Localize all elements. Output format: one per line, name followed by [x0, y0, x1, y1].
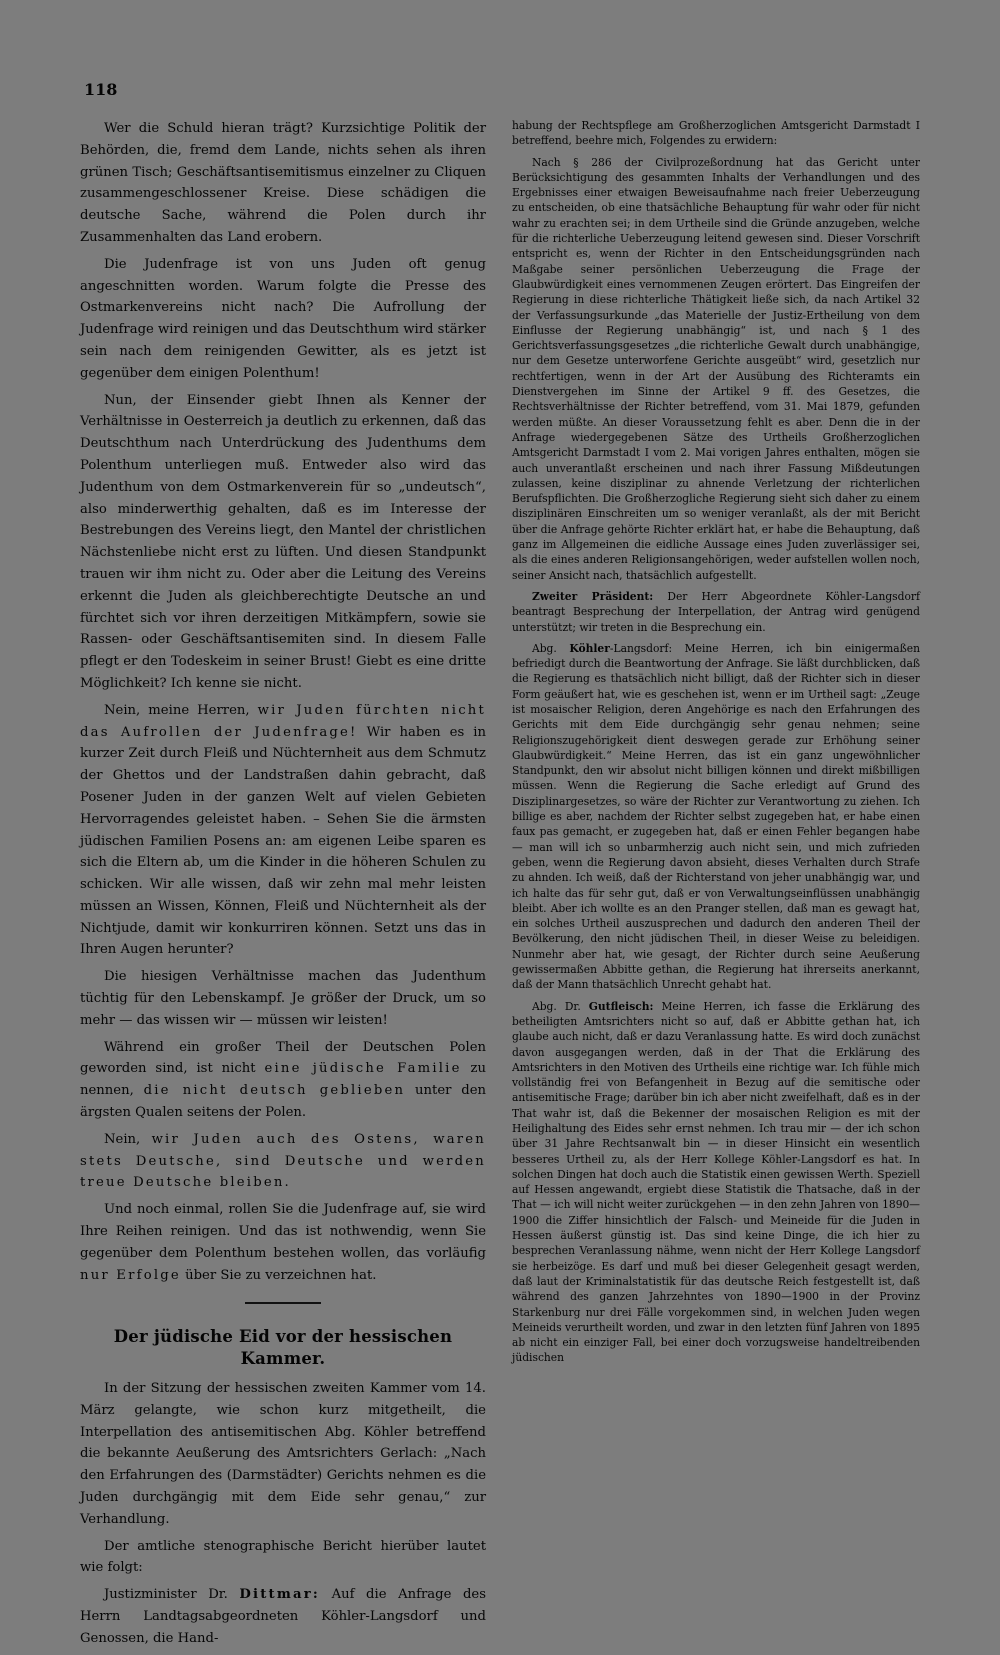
- text-run: Nein, meine Herren,: [104, 702, 250, 718]
- spaced-emphasis: die nicht deutsch geblieben: [143, 1083, 406, 1099]
- spaced-emphasis: wir Juden auch des Ostens, waren stets Deutsche, sind Deutsche und werden treue Deutsche bleiben.: [80, 1131, 486, 1191]
- left-column: [80, 118, 486, 1655]
- speaker-name: Köhler: [569, 641, 610, 655]
- section-divider: [245, 1302, 321, 1304]
- page-number: 118: [84, 80, 118, 99]
- right-column: [512, 118, 920, 1372]
- text-run: Und noch einmal, rollen Sie die Judenfrage auf, sie wird Ihre Reihen reinigen. Und das ist nothwendig, wenn Sie gegenüber dem Polenthum bestehen wollen, das vorläufig: [80, 1202, 486, 1261]
- text-run: Abg.: [532, 641, 557, 655]
- paragraph: Nun, der Einsender giebt Ihnen als Kenner der Verhältnisse in Oesterreich ja deutlich zu erkennen, daß das Deutschthum nach Unterdrückung des Judenthums dem Polenthum unterliegen muß. Entweder also wird das Judenthum von dem Ostmarkenverein für so „undeutsch“, also minderwerthig gehalten, daß es im Interesse der Bestrebungen des Vereins liegt, den Mantel der christlichen Nächstenliebe nicht erst zu lüften. Und diesen Standpunkt trauen wir ihm nicht zu. Oder aber die Leitung des Vereins erkennt die Juden als gleichberechtigte Deutsche an und fürchtet sich vor ihren derzeitigen Mitkämpfern, sowie sie Rassen- oder Geschäftsantisemiten sind. In diesem Falle pflegt er den Todeskeim in seiner Brust! Giebt es eine dritte Möglichkeit? Ich kenne sie nicht.: [80, 392, 486, 691]
- text-run: zu nennen,: [80, 1061, 486, 1099]
- paragraph: [512, 999, 920, 1366]
- paragraph: In der Sitzung der hessischen zweiten Kammer vom 14. März gelangte, wie schon kurz mitgetheilt, die Interpellation des antisemitischen Abg. Köhler betreffend die bekannte Aeußerung des Amtsrichters Gerlach: „Nach den Erfahrungen des (Darmstädter) Gerichts nehmen es die Juden durchgängig mit dem Eide sehr genau,“ zur Verhandlung.: [80, 1381, 486, 1527]
- speaker-name: Dittmar:: [239, 1587, 320, 1603]
- spaced-emphasis: eine jüdische Familie: [264, 1061, 462, 1077]
- paragraph: Wer die Schuld hieran trägt? Kurzsichtige Politik der Behörden, die, fremd dem Lande, nichts sehen als ihren grünen Tisch; Geschäftsantisemitismus einzelner zu Cliquen zusammengeschlossener Kreise. Diese schädigen die deutsche Sache, während die Polen durch ihr Zusammenhalten das Land erobern.: [80, 121, 486, 245]
- text-run: Justizminister Dr.: [104, 1587, 228, 1603]
- article-heading: Der jüdische Eid vor der hessischen Kammer.: [113, 1327, 453, 1369]
- text-run: Meine Herren, ich fasse die Erklärung des betheiligten Amtsrichters nicht so auf, daß er Abbitte gethan hat, ich glaube auch nicht, daß er dazu Veranlassung hatte. Es wird doch zunächst davon ausgegangen werden, daß in der That die Erklärung des Amtsrichters in den Motiven des Urtheils eine richtige war. Ich fühle mich vollständig frei von Befangenheit in Bezug auf die semitische oder antisemitische Frage; darüber bin ich aber nicht zweifelhaft, daß es in der That wahr ist, daß die Bekenner der mosaischen Religion es mit der Heilighaltung des Eides sehr ernst nehmen. Ich trau mir — der ich schon über 31 Jahre Rechtsanwalt bin — in dieser Hinsicht ein wesentlich besseres Urtheil zu, als der Herr Kollege Köhler-Langsdorf es hat. In solchen Dingen hat doch auch die Statistik einen gewissen Werth. Speziell auf Hessen angewandt, ergiebt diese Statistik die Thatsache, daß in der That — ich will nicht weiter zurückgehen — in den zehn Jahren von 1890—1900 die Ziffer hinsichtlich der Falsch- und Meineide für die Juden in Hessen äußerst günstig ist. Das sind keine Dinge, die ich hier zu besprechen Veranlassung nähme, wenn nicht der Herr Kollege Langsdorf sie herbeizöge. Es darf und muß bei dieser Gelegenheit gesagt werden, daß laut der Kriminalstatistik für das deutsche Reich festgestellt ist, daß während des ganzen Jahrzehntes von 1890—1900 in der Provinz Starkenburg nur drei Fälle vorgekommen sind, in welchen Juden wegen Meineids verurtheilt worden, und zwar in den letzten fünf Jahren von 1895 ab nicht ein einziger Fall, bei einer doch vorzugsweise handeltreibenden jüdischen: [512, 999, 920, 1365]
- text-run: Nein,: [104, 1131, 141, 1147]
- speaker-name: Zweiter Präsident:: [532, 589, 654, 603]
- text-run: Auf die Anfrage des Herrn Landtagsabgeordneten Köhler-Langsdorf und Genossen, die Hand-: [80, 1587, 486, 1646]
- text-run: Wir haben es in kurzer Zeit durch Fleiß und Nüchternheit aus dem Schmutz der Ghettos und der Landstraßen dahin gebracht, daß Posener Juden in der ganzen Welt auf vielen Gebieten Hervorragendes geleistet haben. – Sehen Sie die ärmsten jüdischen Familien Posens an: am eigenen Leibe sparen es sich die Eltern ab, um die Kinder in die höheren Schulen zu schicken. Wir alle wissen, daß wir zehn mal mehr leisten müssen an Wissen, Können, Fleiß und Nüchternheit als der Nichtjude, damit wir konkurriren können. Setzt uns das in Ihren Augen herunter?: [80, 724, 486, 958]
- paragraph: [80, 1584, 486, 1649]
- spaced-emphasis: nur Erfolge: [80, 1267, 181, 1283]
- text-run: Während ein großer Theil der Deutschen Polen geworden sind, ist nicht: [80, 1039, 486, 1077]
- paragraph: Der amtliche stenographische Bericht hierüber lautet wie folgt:: [80, 1538, 486, 1576]
- text-run: Der Herr Abgeordnete Köhler-Langsdorf beantragt Besprechung der Interpellation, der Antrag wird genügend unterstützt; wir treten in die Besprechung ein.: [512, 589, 920, 634]
- text-run: über Sie zu verzeichnen hat.: [185, 1267, 377, 1283]
- paragraph: [512, 641, 920, 993]
- text-run: Abg. Dr.: [532, 999, 581, 1013]
- text-run: -Langsdorf: Meine Herren, ich bin einigermaßen befriedigt durch die Beantwortung der Anfrage. Sie läßt durchblicken, daß die Regierung es thatsächlich nicht billigt, daß der Richter sich in dieser Form geäußert hat, wie es geschehen ist, wenn er im Urtheil sagt: „Zeuge ist mosaischer Religion, deren Angehörige es nach den Erfahrungen des Gerichts mit dem Eide durchgängig sehr genau nehmen; seine Religionszugehörigkeit dient deswegen gerade zur Erhöhung seiner Glaubwürdigkeit.“ Meine Herren, das ist ein ganz ungewöhnlicher Standpunkt, den wir absolut nicht billigen können und direkt mißbilligen müssen. Wenn die Regierung die Sache erledigt auf Grund des Disziplinargesetzes, so wäre der Richter zur Verantwortung zu ziehen. Ich billige es aber, nachdem der Richter selbst zugegeben hat, er habe einen faux pas gemacht, er zugegeben hat, daß er einen Fehler begangen habe — man will ich so unbarmherzig auch nicht sein, und mich zufrieden geben, wenn die Regierung davon absieht, dieses Verhalten durch Strafe zu ahnden. Ich weiß, daß der Richterstand von jeher unabhängig war, und ich halte das für sehr gut, daß er von Verwaltungseinflüssen unabhängig bleibt. Aber ich wollte es an den Pranger stellen, daß man es gewagt hat, ein solches Urtheil auszusprechen und dadurch den anderen Theil der Bevölkerung, den nicht jüdischen Theil, in dieser Weise zu beleidigen. Nunmehr aber hat, wie gesagt, der Richter durch seine Aeußerung gewissermaßen Abbitte gethan, die Regierung hat ihrerseits anerkannt, daß der Mann thatsächlich Unrecht gehabt hat.: [512, 641, 920, 992]
- paragraph: [512, 589, 920, 635]
- speaker-name: Gutfleisch:: [588, 999, 654, 1013]
- paragraph: [80, 1199, 486, 1286]
- text-run: unter den ärgsten Qualen seitens der Polen.: [80, 1083, 486, 1121]
- paragraph: Die hiesigen Verhältnisse machen das Judenthum tüchtig für den Lebenskampf. Je größer der Druck, um so mehr — das wissen wir — müssen wir leisten!: [80, 969, 486, 1028]
- paragraph: Nach § 286 der Civilprozeßordnung hat das Gericht unter Berücksichtigung des gesammten Inhalts der Verhandlungen und des Ergebnisses einer etwaigen Beweisaufnahme nach freier Ueberzeugung zu entscheiden, ob eine thatsächliche Behauptung für wahr oder für nicht wahr zu erachten sei; in dem Urtheile sind die Gründe anzugeben, welche für die richterliche Ueberzeugung leitend gewesen sind. Dieser Vorschrift entspricht es, wenn der Richter in den Entscheidungsgründen nach Maßgabe seiner persönlichen Ueberzeugung die Frage der Glaubwürdigkeit eines vernommenen Zeugen erörtert. Das Eingreifen der Regierung in diese richterliche Thätigkeit ließe sich, da nach Artikel 32 der Verfassungsurkunde „das Materielle der Justiz-Ertheilung von dem Einflusse der Regierung unabhängig“ ist, und nach § 1 des Gerichtsverfassungsgesetzes „die richterliche Gewalt durch unabhängige, nur dem Gesetze unterworfene Gerichte ausgeübt“ wird, gesetzlich nur rechtfertigen, wenn in der Art der Ausübung des Richteramts ein Dienstvergehen im Sinne der Artikel 9 ff. des Gesetzes, die Rechtsverhältnisse der Richter betreffend, vom 31. Mai 1879, gefunden werden müßte. An dieser Voraussetzung fehlt es aber. Denn die in der Anfrage wiedergegebenen Sätze des Urtheils Großherzoglichen Amtsgericht Darmstadt I vom 2. Mai vorigen Jahres enthalten, mögen sie auch unverantlaßt erscheinen und nach ihrer Fassung Mißdeutungen zulassen, keine disziplinar zu ahnende Verletzung der richterlichen Berufspflichten. Die Großherzogliche Regierung sieht sich daher zu einem disziplinären Einschreiten um so weniger veranlaßt, als der mit Bericht über die Anfrage gehörte Richter erklärt hat, er habe die Behauptung, daß ganz im Allgemeinen die eidliche Aussage eines Juden zuverlässiger sei, als die eines anderen Religionsangehörigen, weder aufstellen wollen noch, seiner Ansicht nach, thatsächlich aufgestellt.: [512, 155, 920, 582]
- paragraph: [80, 1037, 486, 1124]
- spaced-emphasis: wir Juden fürchten nicht das Aufrollen der Judenfrage!: [80, 702, 486, 740]
- paragraph: [80, 700, 486, 962]
- paragraph: habung der Rechtspflege am Großherzoglichen Amtsgericht Darmstadt I betreffend, beehre mich, Folgendes zu erwidern:: [512, 119, 920, 148]
- paragraph: [80, 1129, 486, 1194]
- paragraph: Die Judenfrage ist von uns Juden oft genug angeschnitten worden. Warum folgte die Presse des Ostmarkenvereins nicht nach? Die Aufrollung der Judenfrage wird reinigen und das Deutschthum wird stärker sein nach dem reinigenden Gewitter, als es jetzt ist gegenüber dem einigen Polenthum!: [80, 256, 486, 381]
